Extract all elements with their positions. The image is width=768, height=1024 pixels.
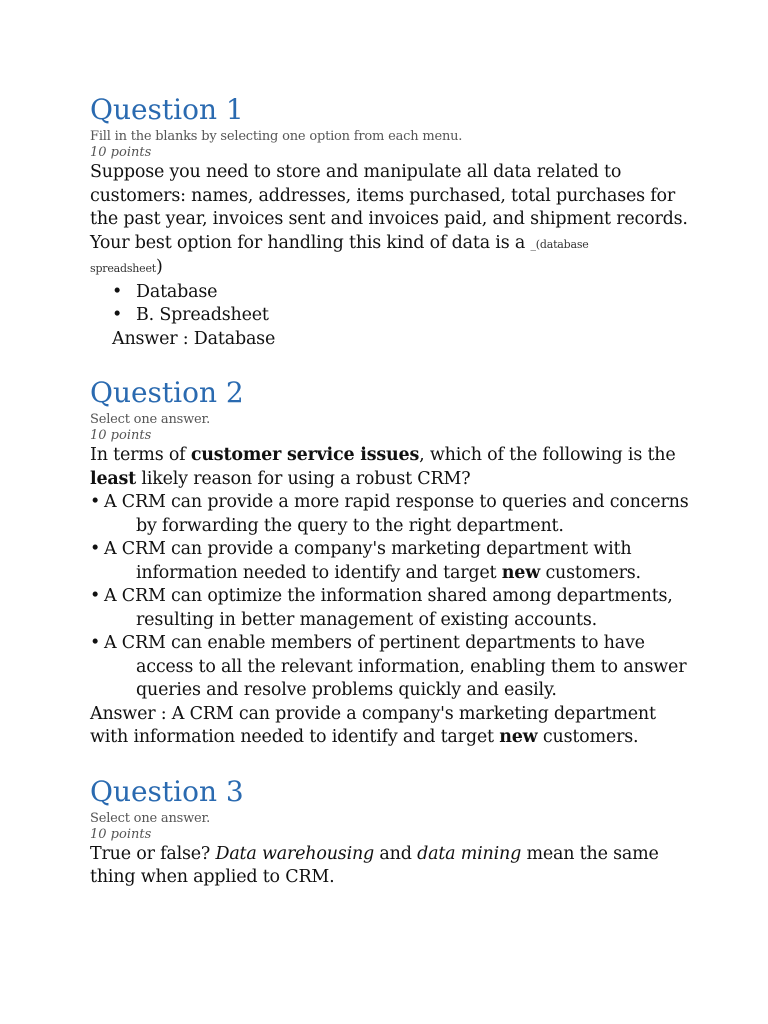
option-item [90, 491, 690, 538]
answer-text [90, 703, 690, 750]
question-points: 10 points [90, 826, 152, 842]
question-title: Question 2 [90, 376, 244, 409]
text-segment: customers. [537, 727, 639, 747]
emphasis-text: new [501, 562, 541, 583]
option-text: A CRM can enable members of pertinent departments to have access to all the relevant information, enabling them to answer queries and resolve problems quickly and easily. [104, 633, 687, 700]
bullet-icon: • [90, 492, 101, 512]
inline-option-database: database [539, 237, 589, 251]
option-text: A CRM can optimize the information shared among departments, resulting in better management of existing accounts. [104, 586, 673, 630]
option-item [90, 585, 690, 632]
emphasis-text: customer service issues [190, 445, 420, 465]
question-1 [90, 92, 690, 351]
question-title: Question 1 [90, 93, 244, 126]
option-text: A CRM can provide a more rapid response to queries and concerns by forwarding the query to the right department. [104, 492, 689, 536]
text-segment: mean the same thing when applied to CRM. [90, 843, 659, 887]
text-segment: True or false? [90, 843, 216, 864]
option-item: • B. Spreadsheet [112, 304, 690, 328]
question-text [90, 161, 690, 281]
option-item [90, 632, 690, 703]
question-body: Suppose you need to store and manipulate all data related to customers: names, addresses, items purchased, total purchases for the past year, invoices sent and invoices paid, and shipment records. Your best option for handling this kind of data is a [90, 162, 688, 253]
question-title: Question 3 [90, 774, 244, 808]
text-segment: likely reason for using a robust CRM? [136, 468, 471, 489]
text-segment: In terms of [90, 445, 191, 465]
question-text [90, 843, 690, 890]
emphasis-text: least [90, 468, 137, 489]
document-page [90, 92, 690, 890]
inline-prefix: _( [530, 237, 540, 251]
question-points: 10 points [90, 145, 152, 160]
emphasis-text: data mining [417, 843, 522, 864]
text-segment: and [374, 843, 418, 864]
question-instruction: Fill in the blanks by selecting one option from each menu. [90, 129, 463, 144]
question-instruction: Select one answer. [90, 412, 211, 427]
answer-options [90, 281, 690, 328]
question-2 [90, 375, 690, 750]
inline-option-spreadsheet: spreadsheet [90, 262, 157, 275]
question-3 [90, 774, 690, 890]
option-text: customers. [540, 562, 641, 583]
text-segment: , which of the following is the [419, 445, 676, 465]
option-item [90, 538, 690, 585]
option-text: A CRM can provide a company's marketing department with information needed to identify and target [104, 539, 632, 583]
question-instruction: Select one answer. [90, 810, 211, 826]
answer-text: Answer : Database [112, 328, 276, 349]
emphasis-text: Data warehousing [215, 843, 375, 864]
option-item: • Database [112, 281, 690, 305]
text-segment: Answer : A CRM can provide a company's marketing department with information needed to identify and target [90, 703, 656, 747]
bullet-icon: • [90, 586, 101, 606]
emphasis-text: new [499, 727, 538, 747]
inline-suffix: ) [156, 257, 163, 277]
bullet-icon: • [90, 539, 101, 559]
question-text [90, 444, 690, 491]
question-points: 10 points [90, 428, 152, 443]
bullet-icon: • [90, 633, 101, 653]
